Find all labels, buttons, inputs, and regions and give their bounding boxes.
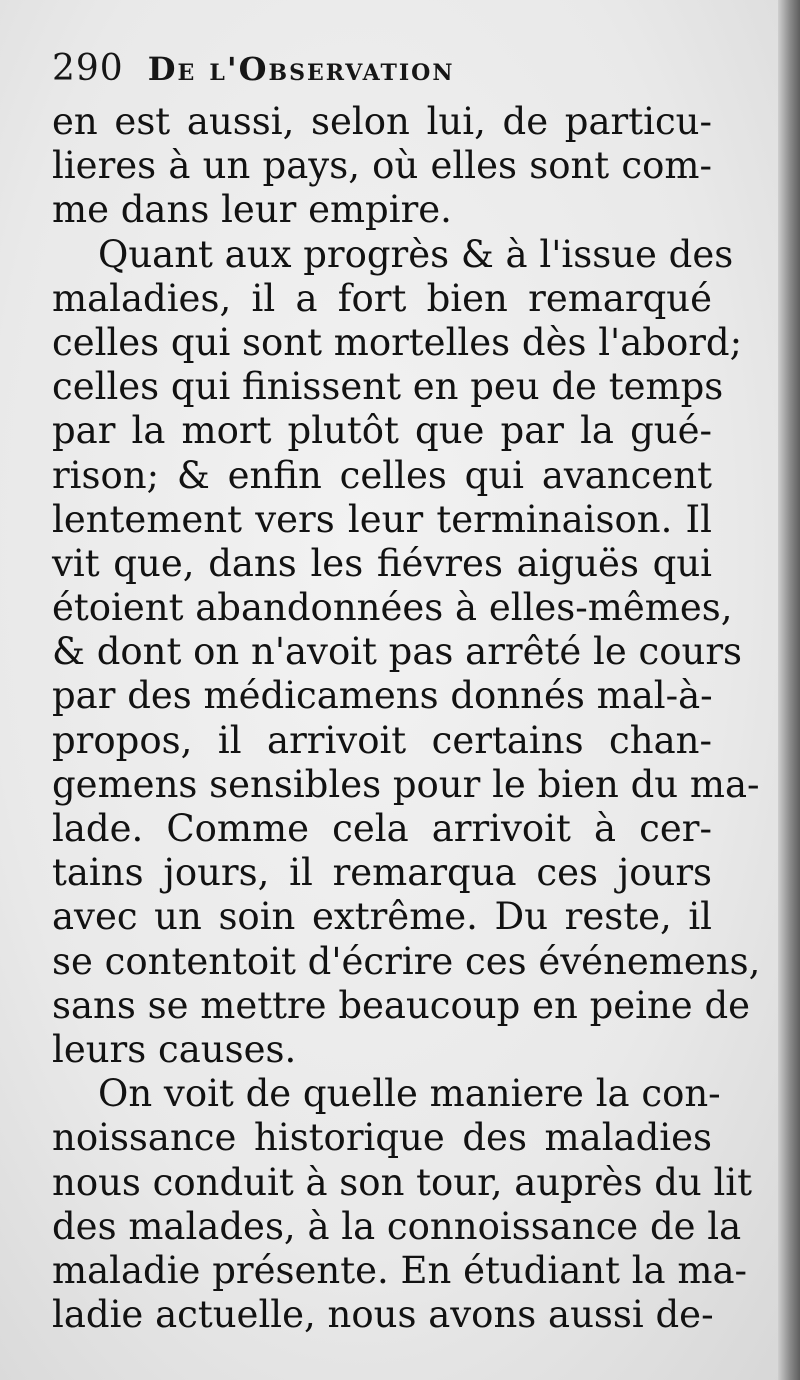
text-line: se contentoit d'écrire ces événemens, [52, 939, 761, 983]
text-line: propos, il arrivoit certains chan- [52, 718, 712, 762]
text-line: avec un soin extrême. Du reste, il [52, 895, 712, 939]
text-line: leurs causes. [52, 1027, 297, 1071]
text-line: maladie présente. En étudiant la ma- [52, 1248, 748, 1292]
text-line: sans se mettre beaucoup en peine de [52, 983, 751, 1027]
text-line: & dont on n'avoit pas arrêté le cours [52, 630, 743, 674]
text-line: noissance historique des maladies [52, 1116, 712, 1160]
text-line: en est aussi, selon lui, de particu- [52, 100, 712, 143]
body-text [52, 100, 761, 1337]
text-line: vit que, dans les fiévres aiguës qui [52, 541, 712, 585]
text-line: celles qui finissent en peu de temps [52, 365, 724, 409]
text-line: maladies, il a fort bien remarqué [52, 276, 712, 320]
text-line: celles qui sont mortelles dès l'abord; [52, 320, 743, 364]
text-line: gemens sensibles pour le bien du ma- [52, 762, 760, 806]
text-line: lieres à un pays, où elles sont com- [52, 144, 712, 188]
text-line: ladie actuelle, nous avons aussi de- [52, 1293, 714, 1337]
text-line: lade. Comme cela arrivoit à cer- [52, 807, 712, 850]
text-line: lentement vers leur terminaison. Il [52, 497, 712, 541]
text-line: par des médicamens donnés mal-à- [52, 674, 713, 718]
text-line: étoient abandonnées à elles-mêmes, [52, 586, 733, 630]
running-title: De l'Observation [147, 50, 455, 88]
text-line: nous conduit à son tour, auprès du lit [52, 1160, 753, 1204]
page-number: 290 [52, 48, 124, 89]
text-line: par la mort plutôt que par la gué- [52, 409, 712, 453]
text-line: tains jours, il remarqua ces jours [52, 851, 712, 895]
text-line: On voit de quelle maniere la con- [98, 1072, 721, 1116]
binding-gutter [778, 0, 800, 1380]
text-line: rison; & enfin celles qui avancent [52, 453, 712, 497]
text-line: des malades, à la connoissance de la [52, 1204, 742, 1248]
text-line: me dans leur empire. [52, 188, 452, 232]
page-header [52, 48, 454, 89]
text-line: Quant aux progrès & à l'issue des [98, 232, 734, 276]
